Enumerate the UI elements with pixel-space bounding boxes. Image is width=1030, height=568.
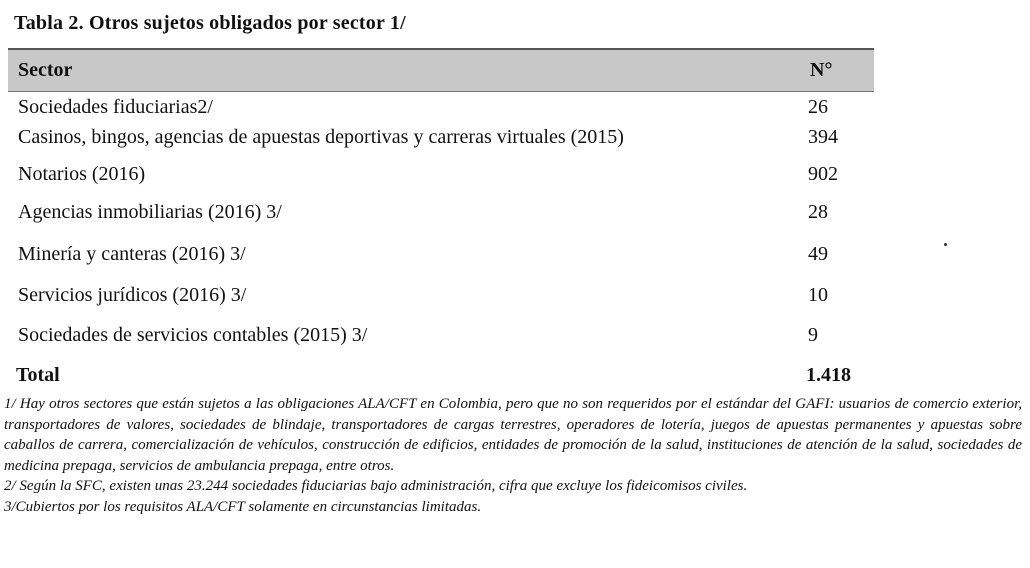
column-header-number: N° <box>810 59 833 81</box>
table-title: Tabla 2. Otros sujetos obligados por sector 1/ <box>14 12 406 34</box>
table-total-row <box>0 364 900 392</box>
sector-count: 902 <box>808 163 838 185</box>
sector-label: Casinos, bingos, agencias de apuestas deportivas y carreras virtuales (2015) <box>18 126 624 148</box>
sector-count: 9 <box>808 324 818 346</box>
footnote-3: 3/Cubiertos por los requisitos ALA/CFT solamente en circunstancias limitadas. <box>4 498 482 515</box>
table-row <box>0 324 900 354</box>
footnote-2: 2/ Según la SFC, existen unas 23.244 sociedades fiduciarias bajo administración, cifra que excluye los fideicomisos civiles. <box>4 478 748 494</box>
table-row <box>0 96 900 126</box>
stray-dot <box>944 243 947 246</box>
column-header-sector: Sector <box>18 59 73 81</box>
sector-count: 10 <box>808 284 828 306</box>
sector-count: 49 <box>808 243 828 265</box>
sector-label: Notarios (2016) <box>18 163 146 185</box>
footnotes <box>4 394 1022 517</box>
table-row <box>0 163 900 193</box>
total-value: 1.418 <box>806 364 851 386</box>
table-row <box>0 243 900 273</box>
sector-label: Minería y canteras (2016) 3/ <box>18 243 246 265</box>
total-label: Total <box>16 364 60 386</box>
table-row <box>0 284 900 314</box>
footnote-1: 1/ Hay otros sectores que están sujetos a las obligaciones ALA/CFT en Colombia, pero que no son requeridos por el estándar del GAFI: usuarios de comercio exterior, transportadores de valores, sociedades de blindaje, transportadores de cargas terrestres, operadores de lotería, juegos de apuestas permanentes y apuestas sobre caballos de carrera, comercialización de vehículos, construcción de edificios, entidades de promoción de la salud, instituciones de atención de la salud, sociedades de medicina prepaga, servicios de ambulancia prepaga, entre otros. <box>4 396 1022 474</box>
sector-count: 394 <box>808 126 838 148</box>
table-row <box>0 201 900 231</box>
sector-label: Sociedades de servicios contables (2015) 3/ <box>18 324 368 346</box>
sector-label: Servicios jurídicos (2016) 3/ <box>18 284 247 306</box>
sector-label: Agencias inmobiliarias (2016) 3/ <box>18 201 282 223</box>
sector-count: 26 <box>808 96 828 118</box>
table-header <box>8 48 874 92</box>
sector-label: Sociedades fiduciarias2/ <box>18 96 213 118</box>
sector-count: 28 <box>808 201 828 223</box>
table-row <box>0 126 900 156</box>
